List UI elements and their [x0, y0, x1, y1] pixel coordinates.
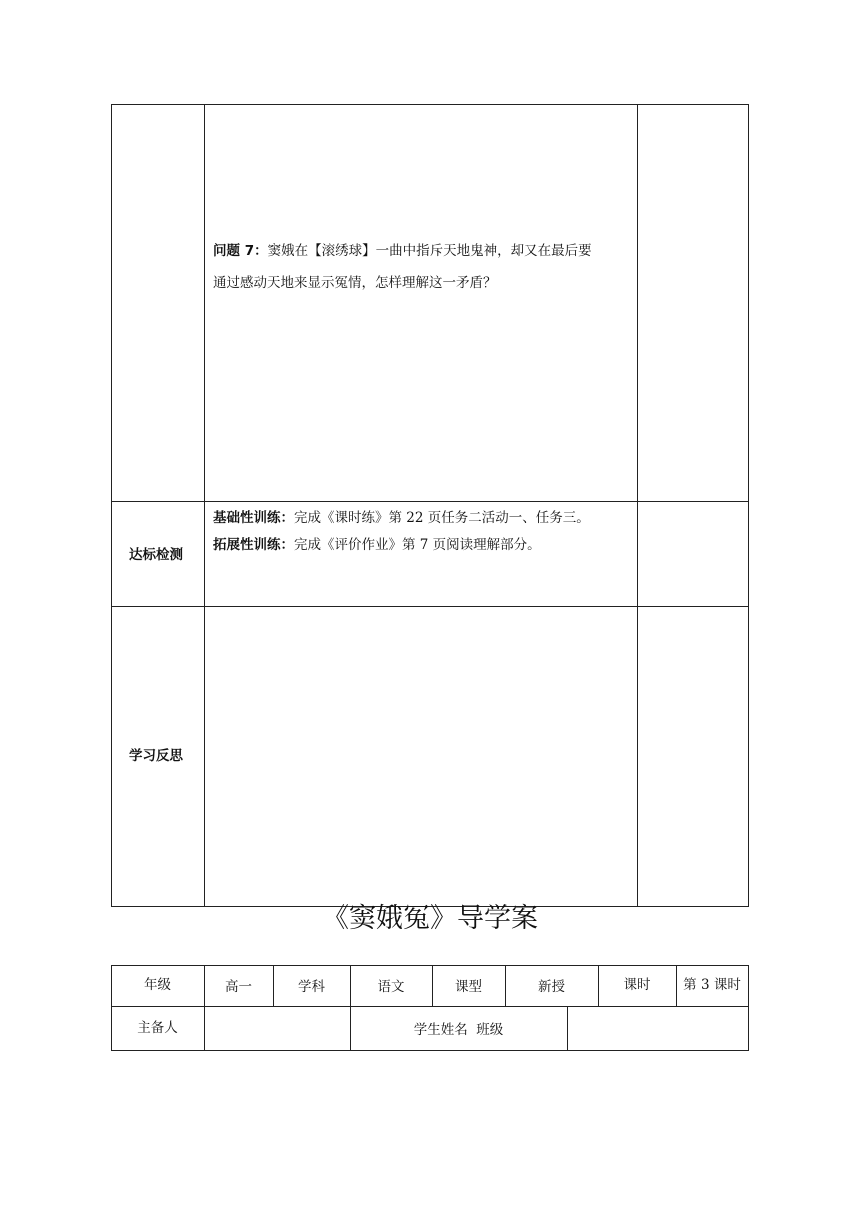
info-border-top — [111, 965, 749, 966]
extended-training-label: 拓展性训练： — [213, 537, 294, 553]
basic-training-text: 完成《课时练》第 22 页任务二活动一、任务三。 — [294, 510, 590, 526]
question-7-line-1 — [213, 245, 592, 259]
question-7-line-2 — [213, 277, 497, 291]
subject-label: 学科 — [298, 979, 325, 995]
lesson-type-label: 课型 — [455, 979, 482, 995]
info-row-divider — [111, 1006, 749, 1007]
question-7-label: 问题 7： — [213, 243, 268, 259]
table-border-right — [748, 104, 749, 907]
column-divider — [637, 104, 638, 907]
row-divider — [111, 606, 749, 607]
period-value: 第 3 课时 — [683, 977, 741, 993]
info-border-left — [111, 965, 112, 1051]
student-class-label: 学生姓名 班级 — [413, 1022, 504, 1038]
question-7-text-2: 通过感动天地来显示冤情，怎样理解这一矛盾？ — [213, 275, 497, 291]
subject-value: 语文 — [377, 979, 405, 995]
info-column-divider — [567, 1006, 568, 1051]
lesson-type-value: 新授 — [538, 979, 565, 995]
extended-training-text: 完成《评价作业》第 7 页阅读理解部分。 — [294, 537, 541, 553]
info-column-divider — [204, 965, 205, 1051]
basic-training-line — [213, 512, 590, 526]
period-label: 课时 — [623, 977, 651, 993]
preparer-label: 主备人 — [137, 1020, 178, 1036]
row-divider — [111, 501, 749, 502]
info-border-right — [748, 965, 749, 1051]
table-border-top — [111, 104, 749, 105]
assessment-header: 达标检测 — [129, 547, 183, 563]
document-title: 《窦娥冤》导学案 — [322, 903, 538, 934]
table-border-left — [111, 104, 112, 907]
extended-training-line — [213, 539, 541, 553]
column-divider — [204, 104, 205, 907]
question-7-text-1: 窦娥在【滚绣球】一曲中指斥天地鬼神，却又在最后要 — [267, 243, 592, 259]
reflection-header: 学习反思 — [129, 748, 183, 764]
grade-label: 年级 — [144, 977, 171, 993]
info-border-bottom — [111, 1050, 749, 1051]
info-column-divider — [350, 965, 351, 1051]
basic-training-label: 基础性训练： — [213, 510, 294, 526]
grade-value: 高一 — [225, 979, 252, 995]
